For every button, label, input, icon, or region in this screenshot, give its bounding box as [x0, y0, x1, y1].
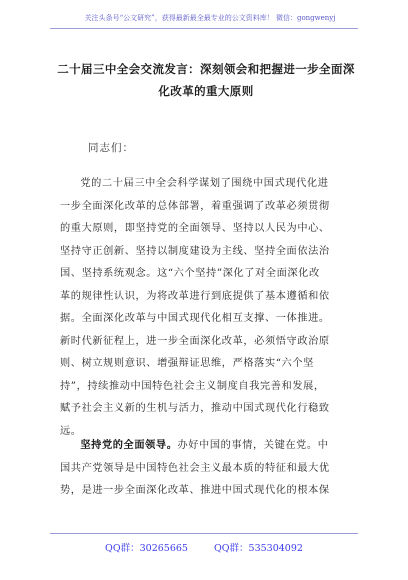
- title-line-2: 化改革的重大原则: [158, 84, 254, 98]
- header-divider: [50, 28, 358, 29]
- body-paragraph-2: [60, 434, 352, 503]
- paragraph-line: 远。: [60, 425, 82, 437]
- salutation: 同志们：: [88, 142, 134, 154]
- paragraph-line: 新时代新征程上，进一步全面深化改革，必须悟守政治原: [60, 335, 330, 347]
- footer-qq-group-1: QQ群：30265665: [105, 543, 188, 554]
- paragraph-line: 国、坚持系统观念。这“六个坚持”深化了对全面深化改: [60, 268, 320, 279]
- header-banner: 关注头条号“公文研究”，获得最新最全最专业的公文资料库！ 微信：gongwenyj: [84, 14, 336, 22]
- title-line-1: 二十届三中全会交流发言：深刻领会和把握进一步全面深: [57, 62, 355, 76]
- document-title: [56, 58, 356, 102]
- paragraph-line-rest: 办好中国的事情，关键在党。中: [177, 440, 329, 451]
- paragraph-line: [60, 434, 352, 458]
- body-paragraph-1: [60, 173, 352, 443]
- paragraph-line: 革的规律性认识，为将改革进行到底提供了基本遵循和依: [60, 290, 330, 302]
- footer-divider: [50, 533, 358, 534]
- paragraph-line: 的重大原则，即坚持党的全面领导、坚持以人民为中心、: [60, 223, 330, 234]
- paragraph-line: 势，是进一步全面深化改革、推进中国式现代化的根本保: [60, 485, 330, 496]
- footer-qq-group-2: QQ群：535304092: [213, 543, 303, 554]
- paragraph-line: 据。全面深化改革与中国式现代化相互支撑、一体推进。: [60, 313, 330, 324]
- paragraph-line: 党的二十届三中全会科学谋划了围绕中国式现代化进: [80, 178, 329, 189]
- paragraph-line: 赋予社会主义新的生机与活力，推动中国式现代化行稳致: [60, 403, 330, 414]
- paragraph-line: 国共产党领导是中国特色社会主义最本质的特征和最大优: [60, 462, 330, 474]
- paragraph-line: 则、树立规则意识、增强辩证思维，严格落实“六个坚: [60, 358, 314, 369]
- paragraph-lead-heading: 坚持党的全面领导。: [80, 439, 178, 451]
- footer: [0, 540, 408, 554]
- paragraph-line: 一步全面深化改革的总体部署，着重强调了改革必须贯彻: [60, 200, 330, 212]
- paragraph-line: 坚持守正创新、坚持以制度建设为主线、坚持全面依法治: [60, 245, 330, 257]
- paragraph-line: 持”，持续推动中国特色社会主义制度自我完善和发展，: [60, 380, 325, 392]
